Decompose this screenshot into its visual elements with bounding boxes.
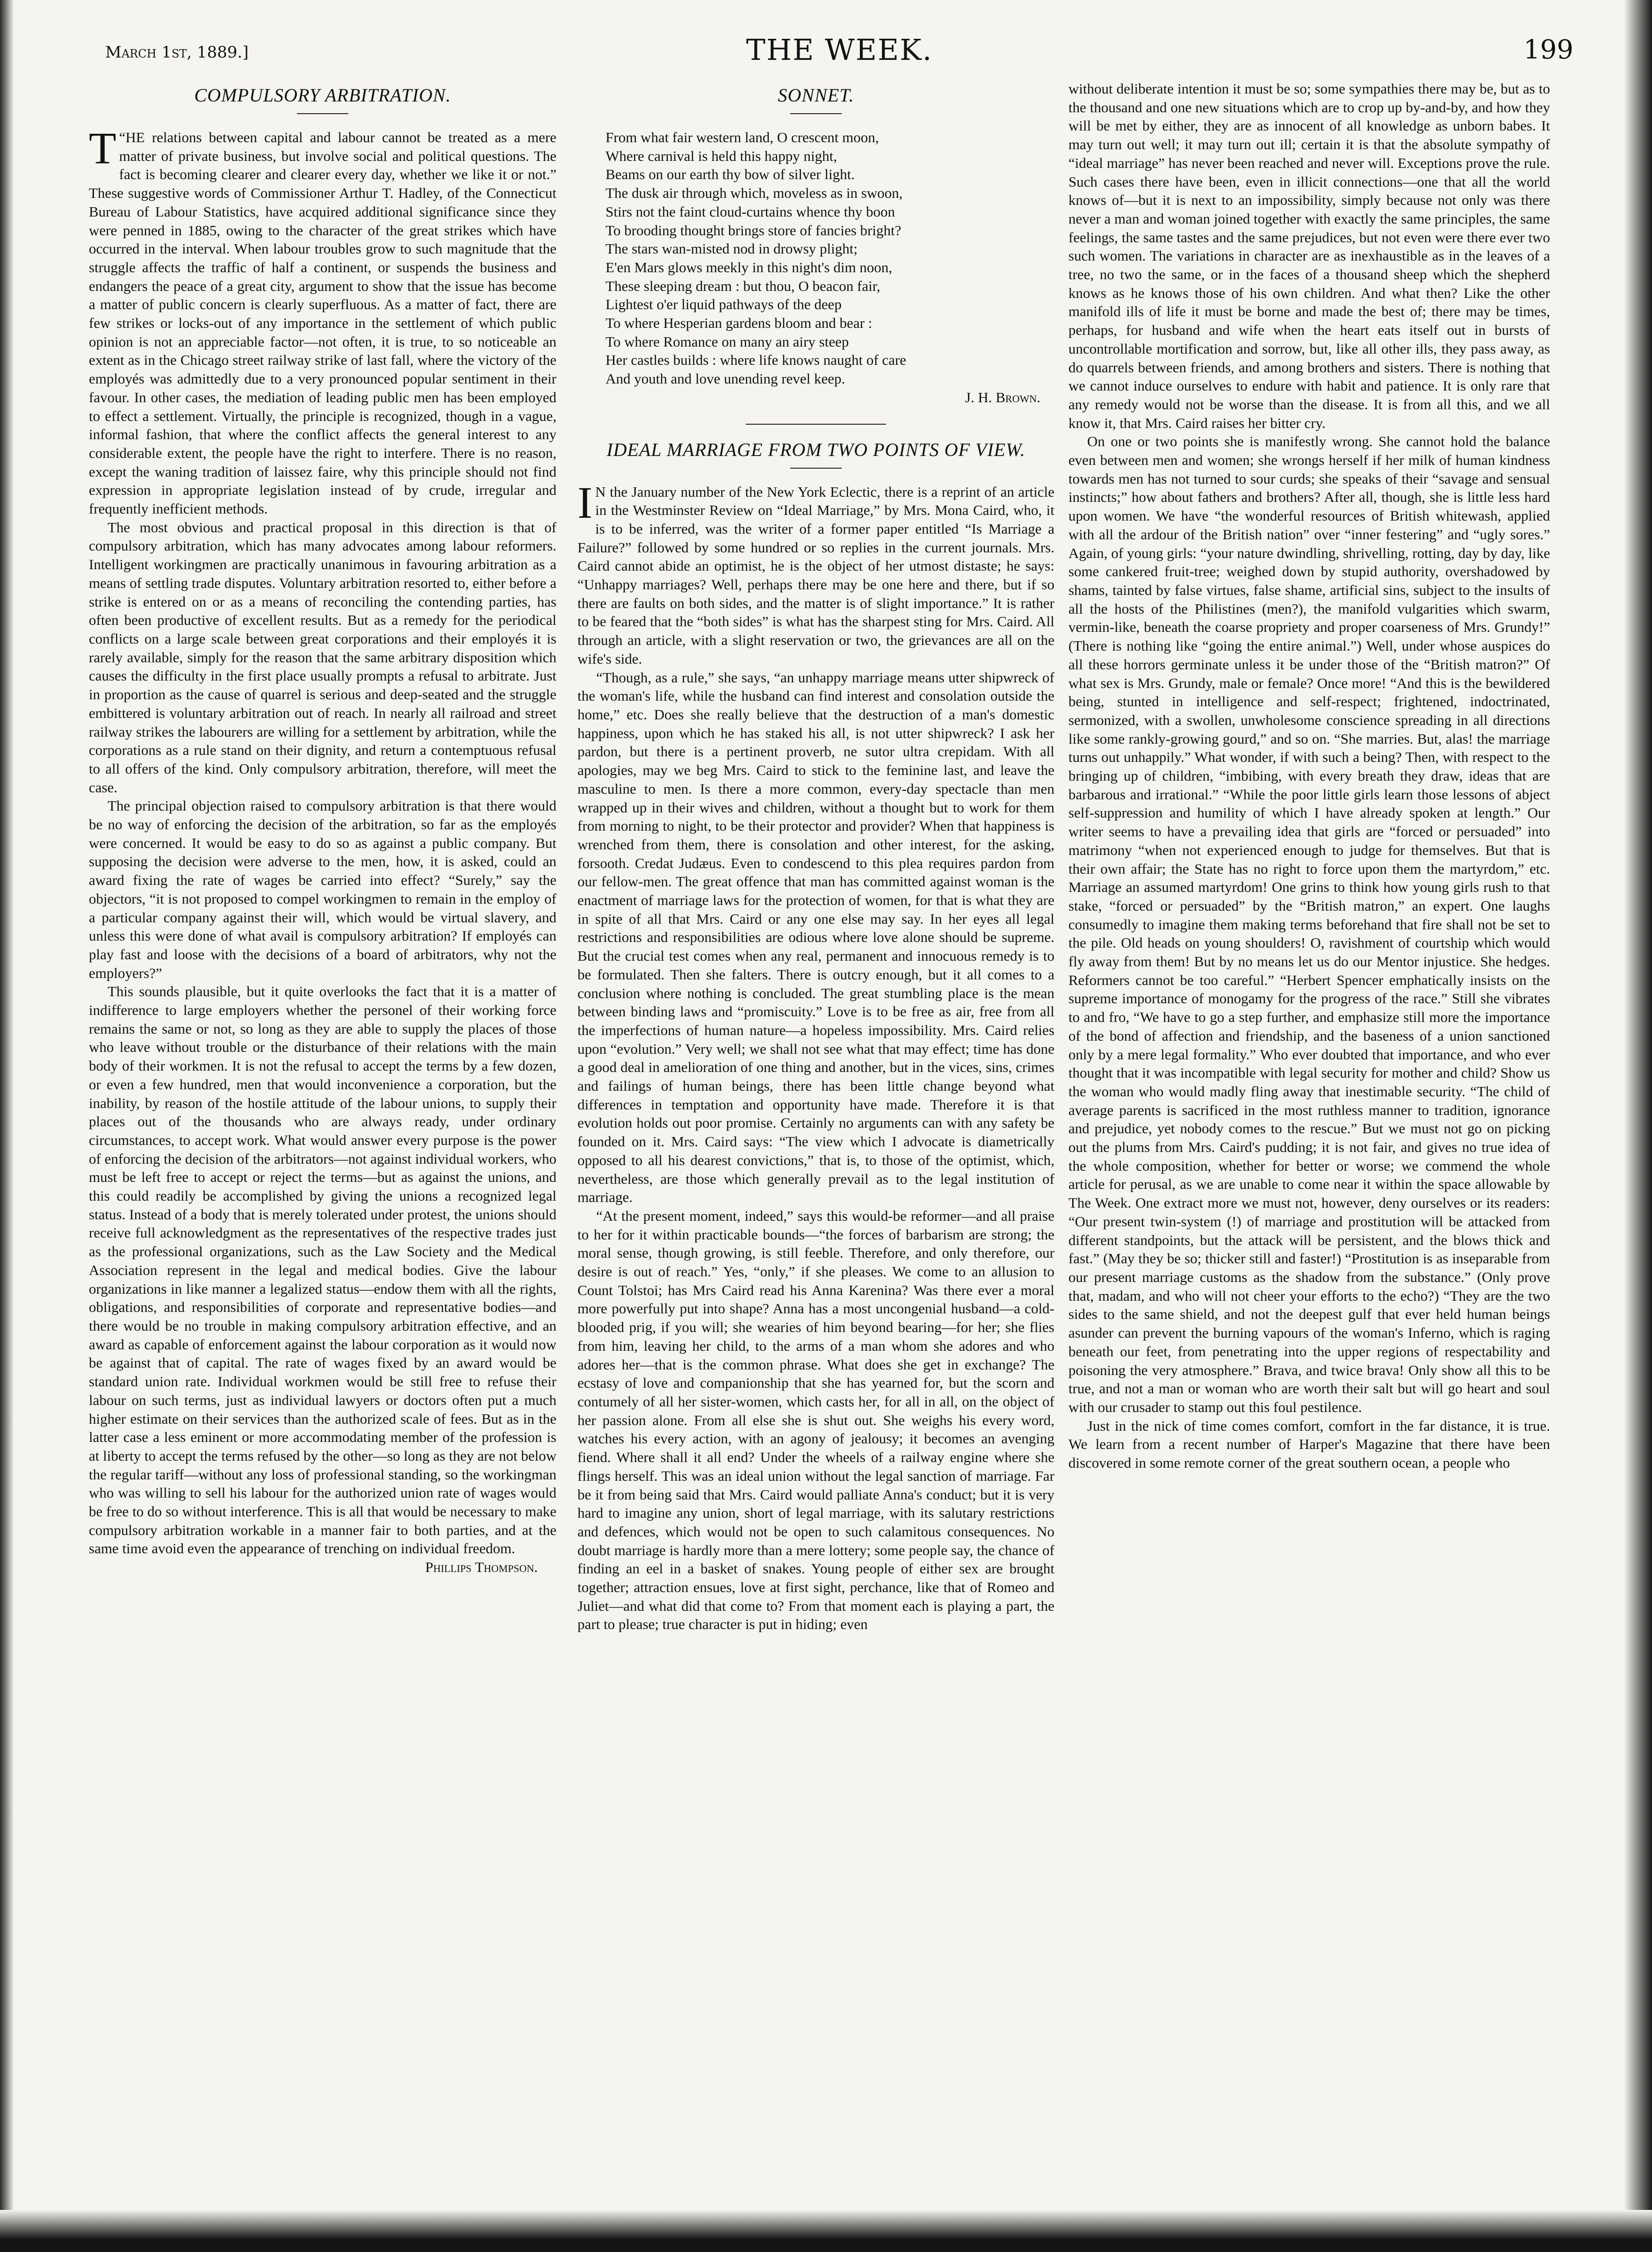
poem-title-sonnet: SONNET. [778,85,854,106]
drop-cap: T [89,123,116,173]
article-title-ideal-marriage: IDEAL MARRIAGE FROM TWO POINTS OF VIEW. [606,439,1025,460]
poem-line: Where carnival is held this happy night, [606,147,837,164]
article-paragraph: “Though, as a rule,” she says, “an unhappy marriage means utter shipwreck of the woman's life, while the husband can find interest and consolation outside the home,” etc. Does she really believe that the destruction of a man's domestic happiness, upon which he has staked his all, is not utter shipwreck? I ask her pardon, but there is a pertinent proverb, ne sutor ultra crepidam. With all apologies, may we beg Mrs. Caird to stick to the feminine last, and leave the masculine to men. Is there a more common, every-day spectacle than men wrapped up in their wives and children, without a thought but to work for them from morning to night, to be their protector and provider? When that happiness is wrenched from them, there is consolation and other interest, for the asking, forsooth. Credat Judæus. Even to condescend to this plea requires pardon from our fellow-men. The great offence that man has committed against woman is the enactment of marriage laws for the protection of women, for that is what they are in spite of all that Mrs. Caird or any one else may say. In her eyes all legal restrictions and responsibilities are odious where love alone should be supreme. But the crucial test comes when any real, permanent and innocuous remedy is to be formulated. Then she falters. There is outcry enough, but it all comes to a conclusion where nothing is concluded. The great stumbling place is the mean between binding laws and “promiscuity.” Love is to be free as air, free from all the imperfections of human nature—a hopeless impossibility. Mrs. Caird relies upon “evolution.” Very well; we shall not see what that may effect; time has done a good deal in amelioration of one thing and another, but in the vices, sins, crimes and failings of human beings, there has been little change beyond what differences in temptation and opportunity have made. Therefore it is that evolution holds out poor promise. Certainly no arguments can with any safety be founded on it. Mrs. Caird says: “The view which I advocate is diametrically opposed to all his dearest convictions,” that is, to those of the optimist, which, nevertheless, are those which generally prevail as to the legal institution of marriage. [577,669,1054,1206]
article-paragraph: without deliberate intention it must be so; some sympathies there may be, but as to the thousand and one new situations which are to crop up by-and-by, and how they will be met by either, they are as innocent of all knowledge as unborn babes. It may turn out well; it may turn out ill; certain it is that the absolute sympathy of “ideal marriage” has never been reached and never will. Exceptions prove the rule. Such cases there have been, even in illicit connections—one that all the world knows of—but it is next to an impossibility, simply because not only was there never a man and woman joined together with exactly the same principles, the same feelings, the same tastes and the same prejudices, but not even were there ever two such women. The variations in character are as inexhaustible as in the leaves of a tree, no two the same, or in the faces of a thousand sheep which the shepherd knows as he knows those of his own children. And what then? Like the other manifold ills of life it must be borne and made the best of; there may be times, perhaps, for husband and wife when the heart eats itself out in bursts of uncontrollable mortification and sorrow, but, like all other ills, they pass away, as do quarrels between friends, and among brothers and sisters. There is nothing that we cannot induce ourselves to endure with habit and patience. It is only rare that any remedy would not be worse than the disease. It is from all this, and we all know it, that Mrs. Caird raises her bitter cry. [1068,80,1550,431]
article-paragraph: Just in the nick of time comes comfort, comfort in the far distance, it is true. We learn from a recent number of Harper's Magazine that there have been discovered in some remote corner of the great southern ocean, a people who [1068,1417,1550,1471]
poem-line: And youth and love unending revel keep. [606,370,845,387]
sonnet-text [606,128,1054,388]
poem-line: To brooding thought brings store of fancies bright? [606,222,902,239]
article-paragraph: On one or two points she is manifestly wrong. She cannot hold the balance even between men and women; she wrongs herself if her milk of human kindness towards men has not turned to sour curds; she speaks of their “savage and sensual instincts;” how about fathers and brothers? After all, though, she is little less hard upon women. We have “the wonderful resources of British whitewash, applied with all the ardour of the British nation” over “inner festering” and “ugly sores.” Again, of young girls: “your nature dwindling, shrivelling, rotting, day by day, like some cankered fruit-tree; weighed down by stupid authority, overshadowed by shams, tainted by false virtues, false shame, artificial sins, subject to the insults of all the hosts of the Philistines (men?), the manifold vulgarities which swarm, vermin-like, beneath the coarse propriety and proper coarseness of Mrs. Grundy!” (There is nothing like “going the entire animal.”) Well, under whose auspices do all these horrors germinate unless it be under those of the “British matron?” Of what sex is Mrs. Grundy, male or female? Once more! “And this is the bewildered being, stunted in intelligence and self-respect; frightened, indoctrinated, sermonized, with a swollen, unwholesome conscience spreading in all directions like some rankly-growing gourd,” and so on. “She marries. But, alas! the marriage turns out unhappily.” What wonder, if with such a being? Then, with respect to the bringing up of children, “imbibing, with every breath they draw, ideas that are barbarous and irrational.” “While the poor little girls learn those lessons of abject self-suppression and humility of which I have already spoken at length.” Our writer seems to have a prevailing idea that girls are “forced or persuaded” into matrimony “when not experienced enough to judge for themselves. But that is their own affair; the State has no right to force upon them the martyrdom,” etc. Marriage an assumed martyrdom! One grins to think how young girls rush to that stake, “forced or persuaded” by the “British matron,” an expert. One laughs consumedly to imagine them making terms beforehand that fire shall not be set to the pile. Old heads on young shoulders! O, ravishment of courtship which would fly away from them! But by no means let us do our Mentor injustice. She hedges. Reformers cannot be too careful.” “Herbert Spencer emphatically insists on the supreme importance of monogamy for the progress of the race.” Still she vibrates to and fro, “We have to go a step further, and emphasize still more the importance of the bond of affection and friendship, and the baseness of a union sanctioned only by a mere legal formality.” Who ever doubted that importance, and who ever thought that it was incompatible with legal security for mother and child? Show us the woman who would madly fling away that inestimable security. “The child of average parents is sacrificed in the most ruthless manner to tradition, ignorance and prejudice, yet nobody comes to the rescue.” But we must not go on picking out the plums from Mrs. Caird's pudding; it is not fair, and gives no true idea of the whole composition, whether for better or worse; we commend the whole article for perusal, as we are unable to come near it within the space allowable by The Week. One extract more we must not, however, deny ourselves or its readers: “Our present twin-system (!) of marriage and prostitution will be attacked from different standpoints, but the attack will be persistent, and the blows thick and fast.” (May they be so; thicker still and faster!) “Prostitution is as inseparable from our present marriage customs as the shadow from the substance.” (Only prove that, madam, and who will not cheer your efforts to the echo?) “They are the two sides to the same shield, and not the deepest gulf that ever held human beings asunder can prevent the burning vapours of the woman's Inferno, which is raging beneath our feet, from penetrating into the upper regions of respectability and poisoning the very atmosphere.” Brava, and twice brava! Only show all this to be true, and not a man or woman who are worth their salt but will go heart and soul with our crusader to stamp out this foul pestilence. [1068,433,1550,1415]
page-header [105,33,1573,75]
scan-bottom-edge [0,2210,1652,2252]
article-paragraph: The most obvious and practical proposal in this direction is that of compulsory arbitration, which has many advocates among labour reformers. Intelligent workingmen are practically unanimous in favouring arbitration as a means of settling trade disputes. Voluntary arbitration resorted to, either before a strike is entered on or as a means of reconciling the contending parties, has often been productive of excellent results. But as a remedy for the periodical conflicts on a large scale between great corporations and their employés it is rarely available, simply for the reason that the same arbitrary disposition which causes the difficulty in the first place usually prompts a refusal to arbitrate. Just in proportion as the cause of quarrel is serious and deep-seated and the struggle embittered is voluntary arbitration out of reach. In nearly all railroad and street railway strikes the labourers are willing for a settlement by arbitration, while the corporations as a rule stand on their dignity, and return a contemptuous refusal to all offers of the kind. Only compulsory arbitration, therefore, will meet the case. [89,519,556,796]
title-rule [790,468,842,469]
poem-line: Beams on our earth thy bow of silver light. [606,166,855,183]
article-paragraph: This sounds plausible, but it quite overlooks the fact that it is a matter of indifference to large employers whether the personel of their working force remains the same or not, so long as they are able to supply the places of those who leave without trouble or the disturbance of their relations with the main body of their workmen. It is not the refusal to accept the terms by a few dozen, or even a few hundred, men that would inconvenience a corporation, but the inability, by reason of the hostile attitude of the labour unions, to supply their places out of the thousands who are always ready, under ordinary circumstances, to accept work. What would answer every purpose is the power of enforcing the decision of the arbitrators—not against individual workers, who must be left free to accept or reject the terms—but as against the unions, and this could readily be accomplished by giving the unions a recognized legal status. Instead of a body that is merely tolerated under protest, the unions should receive full acknowledgment as the representatives of the respective trades just as the professional organizations, such as the Law Society and the Medical Association represent in the legal and medical bodies. Give the labour organizations in like manner a legalized status—endow them with all the rights, obligations, and responsibilities of corporate and representative bodies—and there would be no trouble in making compulsory arbitration effective, and an award as capable of enforcement against the labour corporation as it would now be against that of capital. The rate of wages fixed by an award would be standard union rate. Individual workmen would be still free to refuse their labour on such terms, just as individual lawyers or doctors often put a much higher estimate on their services than the authorized scale of fees. But as in the latter case a less eminent or more accommodating member of the profession is at liberty to accept the terms refused by the other—so long as they are not below the regular tariff—without any loss of professional standing, so the workingman who was willing to sell his labour for the authorized union rate of wages would be free to do so without interference. This is all that would be necessary to make compulsory arbitration workable in a manner fair to both parties, and at the same time avoid even the appearance of trenching on individual freedom. [89,983,556,1557]
section-divider [746,424,886,425]
poem-line: To where Hesperian gardens bloom and bear : [606,315,873,332]
publication-title: THE WEEK. [746,33,933,67]
poem-line: E'en Mars glows meekly in this night's dim noon, [606,259,893,275]
column-3 [1068,80,1550,2165]
poem-line: To where Romance on many an airy steep [606,333,849,350]
poem-author: J. H. Brown. [965,389,1040,406]
title-rule [297,113,348,114]
author-signature: Phillips Thompson. [425,1559,538,1576]
scan-left-edge [0,0,14,2252]
article-paragraph: “At the present moment, indeed,” says this would-be reformer—and all praise to her for it within practicable bounds—“the forces of barbarism are strong; the moral sense, though growing, is still feeble. Therefore, and only therefore, our desire is out of reach.” Yes, “only,” if she pleases. We come to an allusion to Count Tolstoi; has Mrs Caird read his Anna Karenina? Was there ever a moral more powerfully put into shape? Anna has a most uncongenial husband—a cold-blooded prig, if you will; she wearies of him beyond bearing—for her; she flies from him, leaving her child, to the arms of a man whom she adores and who adores her—that is the common phrase. What does she get in exchange? The ecstasy of love and companionship that she has yearned for, but the scorn and contumely of all her sister-women, which casts her, for all in all, on the object of her passion alone. From all else she is shut out. She weighs his every word, watches his every action, with an agony of jealousy; it becomes an avenging fiend. Where shall it all end? Under the wheels of a railway engine where she flings herself. This was an ideal union without the legal sanction of marriage. Far be it from being said that Mrs. Caird would palliate Anna's conduct; but it is very hard to imagine any union, short of legal marriage, with its salutary restrictions and defences, which would not be open to such calamitous consequences. No doubt marriage is hardly more than a mere lottery; some people say, the chance of finding an eel in a basket of snakes. Young people of either sex are brought together; attraction ensues, love at first sight, perchance, like that of Romeo and Juliet—and what did that come to? From that moment each is playing a part, the part to please; true character is put in hiding; even [577,1207,1054,1633]
poem-line: These sleeping dream : but thou, O beacon fair, [606,277,880,294]
article-title-compulsory-arbitration: COMPULSORY ARBITRATION. [194,85,451,106]
poem-line: The dusk air through which, moveless as in swoon, [606,185,903,202]
poem-line: Her castles builds : where life knows naught of care [606,352,907,369]
poem-line: From what fair western land, O crescent moon, [606,129,879,145]
column-2 [577,80,1054,2165]
poem-line: Stirs not the faint cloud-curtains whence thy boon [606,203,895,220]
issue-date: March 1st, 1889.] [105,43,249,62]
article-paragraph: “ T HE relations between capital and labour cannot be treated as a mere matter of private business, but involve social and political questions. The fact is becoming clearer and clearer every day, whether we like it or not.” These suggestive words of Commissioner Arthur T. Hadley, of the Connecticut Bureau of Labour Statistics, have acquired additional significance since they were penned in 1885, owing to the character of the great strikes which have occurred in the interval. When labour troubles grow to such magnitude that the struggle affects the traffic of half a continent, or suspends the business and endangers the peace of a great city, argument to show that the issue has become a matter of public concern is clearly superfluous. As a matter of fact, there are few strikes or locks-out of any importance in the settlement of which public opinion is not an appreciable factor—not often, it is true, to so noticeable an extent as in the Chicago street railway strike of last fall, where the victory of the employés was admittedly due to a very pronounced popular sentiment in their favour. In other cases, the mediation of leading public men has been employed to effect a settlement. Virtually, the principle is recognized, though in a vague, informal fashion, that where the conflict affects the general interest to any considerable extent, the people have the right to interfere. There is no reason, except the waning tradition of laissez faire, why this principle should not find expression in appropriate legislation instead of by crude, irregular and frequently inefficient methods. [89,123,556,517]
scan-right-edge [1624,0,1652,2252]
title-rule [790,113,842,114]
page-number: 199 [1523,35,1573,65]
drop-cap: I [577,477,592,528]
poem-line: The stars wan-misted nod in drowsy plight; [606,240,858,257]
poem-line: Lightest o'er liquid pathways of the deep [606,296,842,313]
article-paragraph: The principal objection raised to compulsory arbitration is that there would be no way of enforcing the decision of the arbitration, so far as the employés were concerned. It would be easy to do so as against a public company. But supposing the decision were adverse to the men, how, it is asked, could an award fixing the rate of wages be carried into effect? “Surely,” say the objectors, “it is not proposed to compel workingmen to remain in the employ of a particular company against their will, which would be virtual slavery, and unless this were done of what avail is compulsory arbitration? If employés can play fast and loose with the decisions of a board of arbitrators, why not the employers?” [89,797,556,981]
column-1 [89,80,556,2165]
article-paragraph: I N the January number of the New York Eclectic, there is a reprint of an article in the Westminster Review on “Ideal Marriage,” by Mrs. Mona Caird, who, it is to be inferred, was the writer of a former paper entitled “Is Marriage a Failure?” followed by some hundred or so replies in the current journals. Mrs. Caird cannot abide an optimist, he is the object of her utmost distaste; he says: “Unhappy marriages? Well, perhaps there may be one here and there, but if so there are faults on both sides, and the matter is of slight importance.” It is rather to be feared that the “both sides” is what has the sharpest sting for Mrs. Caird. All through an article, with a slight reservation or two, the grievances are all on the wife's side. [577,477,1054,667]
